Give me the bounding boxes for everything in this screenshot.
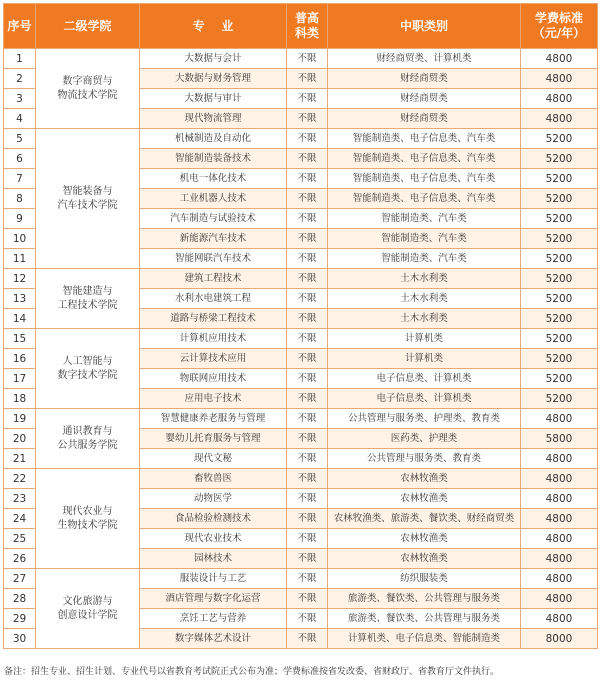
cell-vocational: 电子信息类、计算机类: [328, 369, 521, 389]
cell-general: 不限: [287, 269, 328, 289]
cell-general: 不限: [287, 189, 328, 209]
cell-general: 不限: [287, 89, 328, 109]
college-name-line2: 物流技术学院: [57, 89, 118, 101]
cell-vocational: 公共管理与服务类、护理类、教育类: [328, 409, 521, 429]
cell-college: [36, 409, 140, 469]
cell-seq: 8: [4, 189, 36, 209]
cell-general: 不限: [287, 489, 328, 509]
cell-vocational: 智能制造类、电子信息类、汽车类: [328, 189, 521, 209]
cell-general: 不限: [287, 129, 328, 149]
cell-fee: 5200: [521, 149, 598, 169]
header-general: [287, 4, 328, 49]
cell-fee: 4800: [521, 489, 598, 509]
college-name-line1: 通识教育与: [62, 425, 113, 437]
header-general-line1: 普高: [294, 11, 319, 25]
cell-seq: 23: [4, 489, 36, 509]
cell-vocational: 智能制造类、汽车类: [328, 229, 521, 249]
cell-general: 不限: [287, 409, 328, 429]
college-name-line2: 数字技术学院: [57, 369, 118, 381]
table-row: [4, 409, 598, 429]
cell-fee: 4800: [521, 69, 598, 89]
cell-fee: 8000: [521, 629, 598, 649]
table-body: [4, 49, 598, 649]
cell-fee: 5200: [521, 269, 598, 289]
cell-major: 物联网应用技术: [140, 369, 287, 389]
cell-fee: 5200: [521, 209, 598, 229]
table-row: [4, 49, 598, 69]
table-row: [4, 329, 598, 349]
cell-general: 不限: [287, 229, 328, 249]
cell-fee: 4800: [521, 609, 598, 629]
cell-general: 不限: [287, 329, 328, 349]
header-vocational: 中职类别: [328, 4, 521, 49]
cell-fee: 4800: [521, 449, 598, 469]
cell-seq: 10: [4, 229, 36, 249]
cell-seq: 1: [4, 49, 36, 69]
cell-major: 动物医学: [140, 489, 287, 509]
cell-vocational: 计算机类: [328, 329, 521, 349]
cell-vocational: 公共管理与服务类、教育类: [328, 449, 521, 469]
cell-fee: 4800: [521, 529, 598, 549]
cell-vocational: 财经商贸类: [328, 109, 521, 129]
cell-general: 不限: [287, 249, 328, 269]
cell-general: 不限: [287, 69, 328, 89]
cell-major: 建筑工程技术: [140, 269, 287, 289]
cell-general: 不限: [287, 529, 328, 549]
cell-seq: 18: [4, 389, 36, 409]
cell-general: 不限: [287, 629, 328, 649]
cell-vocational: 土木水利类: [328, 269, 521, 289]
cell-vocational: 旅游类、餐饮类、公共管理与服务类: [328, 589, 521, 609]
cell-vocational: 旅游类、餐饮类、公共管理与服务类: [328, 609, 521, 629]
cell-college: [36, 469, 140, 569]
cell-seq: 11: [4, 249, 36, 269]
cell-seq: 16: [4, 349, 36, 369]
cell-general: 不限: [287, 469, 328, 489]
cell-seq: 22: [4, 469, 36, 489]
cell-college: [36, 269, 140, 329]
cell-seq: 30: [4, 629, 36, 649]
cell-vocational: 智能制造类、电子信息类、汽车类: [328, 129, 521, 149]
cell-seq: 12: [4, 269, 36, 289]
cell-major: 现代农业技术: [140, 529, 287, 549]
table-header: [4, 4, 598, 49]
cell-major: 应用电子技术: [140, 389, 287, 409]
cell-general: 不限: [287, 369, 328, 389]
cell-vocational: 电子信息类、计算机类: [328, 389, 521, 409]
cell-major: 大数据与审计: [140, 89, 287, 109]
cell-college: [36, 129, 140, 269]
table-row: [4, 569, 598, 589]
college-name-line2: 工程技术学院: [57, 299, 118, 311]
cell-major: 婴幼儿托育服务与管理: [140, 429, 287, 449]
cell-general: 不限: [287, 309, 328, 329]
cell-major: 智能网联汽车技术: [140, 249, 287, 269]
cell-major: 数字媒体艺术设计: [140, 629, 287, 649]
cell-seq: 3: [4, 89, 36, 109]
cell-seq: 27: [4, 569, 36, 589]
cell-fee: 5200: [521, 289, 598, 309]
cell-seq: 5: [4, 129, 36, 149]
cell-seq: 21: [4, 449, 36, 469]
cell-seq: 28: [4, 589, 36, 609]
cell-vocational: 农林牧渔类、旅游类、餐饮类、财经商贸类: [328, 509, 521, 529]
cell-general: 不限: [287, 289, 328, 309]
cell-vocational: 财经商贸类: [328, 69, 521, 89]
cell-general: 不限: [287, 149, 328, 169]
cell-major: 新能源汽车技术: [140, 229, 287, 249]
college-name-line2: 汽车技术学院: [57, 199, 118, 211]
cell-fee: 4800: [521, 549, 598, 569]
cell-college: [36, 569, 140, 649]
cell-general: 不限: [287, 609, 328, 629]
cell-vocational: 智能制造类、电子信息类、汽车类: [328, 149, 521, 169]
cell-major: 机械制造及自动化: [140, 129, 287, 149]
cell-general: 不限: [287, 569, 328, 589]
cell-fee: 5200: [521, 229, 598, 249]
cell-fee: 5200: [521, 189, 598, 209]
cell-major: 现代物流管理: [140, 109, 287, 129]
cell-major: 工业机器人技术: [140, 189, 287, 209]
cell-fee: 4800: [521, 569, 598, 589]
cell-major: 食品检验检测技术: [140, 509, 287, 529]
cell-seq: 29: [4, 609, 36, 629]
cell-general: 不限: [287, 209, 328, 229]
college-name-line2: 创意设计学院: [57, 609, 118, 621]
enrollment-table: [3, 3, 598, 649]
cell-major: 道路与桥梁工程技术: [140, 309, 287, 329]
footnote: 备注：招生专业、招生计划、专业代号以省教育考试院正式公布为准；学费标准按省发改委、省财政厅、省教育厅文件执行。: [4, 667, 500, 677]
header-row: [4, 4, 598, 49]
cell-major: 机电一体化技术: [140, 169, 287, 189]
cell-fee: 4800: [521, 109, 598, 129]
cell-vocational: 土木水利类: [328, 289, 521, 309]
college-name-line2: 生物技术学院: [57, 519, 118, 531]
cell-fee: 4800: [521, 469, 598, 489]
cell-fee: 4800: [521, 49, 598, 69]
college-name-line1: 智能装备与: [62, 185, 113, 197]
cell-college: [36, 49, 140, 129]
cell-general: 不限: [287, 389, 328, 409]
cell-vocational: 农林牧渔类: [328, 549, 521, 569]
cell-seq: 9: [4, 209, 36, 229]
cell-fee: 4800: [521, 589, 598, 609]
cell-seq: 2: [4, 69, 36, 89]
college-name-line2: 公共服务学院: [57, 439, 118, 451]
cell-major: 大数据与财务管理: [140, 69, 287, 89]
cell-seq: 19: [4, 409, 36, 429]
cell-vocational: 财经商贸类、计算机类: [328, 49, 521, 69]
cell-major: 畜牧兽医: [140, 469, 287, 489]
cell-major: 服装设计与工艺: [140, 569, 287, 589]
cell-general: 不限: [287, 449, 328, 469]
cell-fee: 5200: [521, 389, 598, 409]
cell-fee: 5200: [521, 309, 598, 329]
cell-vocational: 计算机类、电子信息类、智能制造类: [328, 629, 521, 649]
cell-seq: 17: [4, 369, 36, 389]
cell-major: 云计算技术应用: [140, 349, 287, 369]
header-general-line2: 科类: [294, 26, 319, 40]
cell-fee: 4800: [521, 409, 598, 429]
header-major: 专 业: [140, 4, 287, 49]
cell-fee: 5200: [521, 169, 598, 189]
cell-general: 不限: [287, 169, 328, 189]
cell-seq: 6: [4, 149, 36, 169]
cell-vocational: 农林牧渔类: [328, 489, 521, 509]
cell-major: 智能制造装备技术: [140, 149, 287, 169]
cell-vocational: 农林牧渔类: [328, 529, 521, 549]
cell-vocational: 土木水利类: [328, 309, 521, 329]
cell-seq: 14: [4, 309, 36, 329]
cell-major: 园林技术: [140, 549, 287, 569]
cell-seq: 20: [4, 429, 36, 449]
cell-vocational: 智能制造类、汽车类: [328, 209, 521, 229]
cell-major: 汽车制造与试验技术: [140, 209, 287, 229]
cell-major: 酒店管理与数字化运营: [140, 589, 287, 609]
cell-fee: 4800: [521, 509, 598, 529]
cell-general: 不限: [287, 429, 328, 449]
cell-seq: 15: [4, 329, 36, 349]
cell-major: 水利水电建筑工程: [140, 289, 287, 309]
cell-fee: 5200: [521, 129, 598, 149]
cell-fee: 5200: [521, 329, 598, 349]
college-name-line1: 文化旅游与: [62, 595, 113, 607]
cell-vocational: 纺织服装类: [328, 569, 521, 589]
cell-seq: 13: [4, 289, 36, 309]
cell-major: 大数据与会计: [140, 49, 287, 69]
header-college: 二级学院: [36, 4, 140, 49]
table-row: [4, 469, 598, 489]
table-row: [4, 269, 598, 289]
cell-general: 不限: [287, 509, 328, 529]
cell-vocational: 财经商贸类: [328, 89, 521, 109]
header-seq: 序号: [4, 4, 36, 49]
cell-fee: 5200: [521, 369, 598, 389]
cell-seq: 25: [4, 529, 36, 549]
college-name-line1: 现代农业与: [62, 505, 113, 517]
header-fee-line2: （元/年）: [532, 26, 586, 40]
header-fee-line1: 学费标准: [534, 11, 583, 25]
cell-seq: 24: [4, 509, 36, 529]
cell-general: 不限: [287, 109, 328, 129]
college-name-line1: 智能建造与: [62, 285, 113, 297]
cell-fee: 5200: [521, 249, 598, 269]
cell-vocational: 农林牧渔类: [328, 469, 521, 489]
cell-fee: 4800: [521, 89, 598, 109]
cell-fee: 5200: [521, 349, 598, 369]
cell-seq: 26: [4, 549, 36, 569]
college-name-line1: 人工智能与: [62, 355, 113, 367]
cell-vocational: 医药类、护理类: [328, 429, 521, 449]
cell-general: 不限: [287, 589, 328, 609]
table-row: [4, 129, 598, 149]
header-fee: [521, 4, 598, 49]
cell-seq: 7: [4, 169, 36, 189]
cell-fee: 5800: [521, 429, 598, 449]
cell-major: 智慧健康养老服务与管理: [140, 409, 287, 429]
cell-vocational: 智能制造类、汽车类: [328, 249, 521, 269]
cell-college: [36, 329, 140, 409]
cell-general: 不限: [287, 49, 328, 69]
cell-vocational: 计算机类: [328, 349, 521, 369]
cell-seq: 4: [4, 109, 36, 129]
cell-general: 不限: [287, 349, 328, 369]
cell-general: 不限: [287, 549, 328, 569]
cell-major: 现代文秘: [140, 449, 287, 469]
cell-vocational: 智能制造类、电子信息类、汽车类: [328, 169, 521, 189]
cell-major: 烹饪工艺与营养: [140, 609, 287, 629]
cell-major: 计算机应用技术: [140, 329, 287, 349]
college-name-line1: 数字商贸与: [62, 75, 113, 87]
